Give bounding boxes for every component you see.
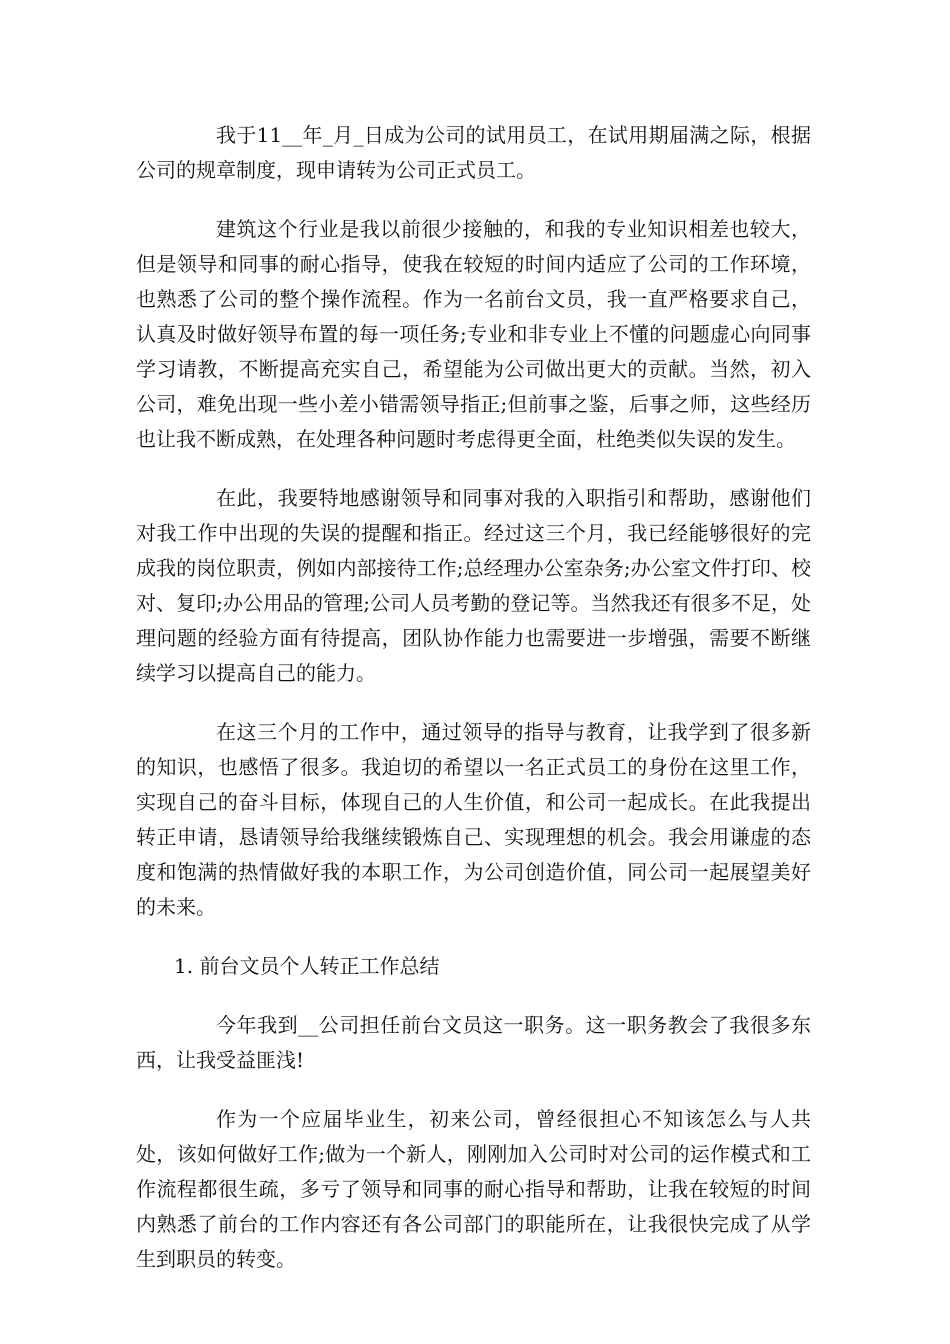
section-heading: 1. 前台文员个人转正工作总结	[174, 954, 440, 978]
paragraph-summary-graduate: 作为一个应届毕业生，初来公司，曾经很担心不知该怎么与人共处，该如何做好工作;做为一个新人，刚刚加入公司时对公司的运作模式和工作流程都很生疏，多亏了领导和同事的耐心指导和帮助，让我在较短的时间内熟悉了前台的工作内容还有各公司部门的职能所在，让我很快完成了从学生到职员的转变。	[136, 1107, 811, 1271]
paragraph-probation-intro: 我于11__年_月_日成为公司的试用员工，在试用期届满之际，根据公司的规章制度，现申请转为公司正式员工。	[136, 123, 811, 182]
paragraph-construction-industry: 建筑这个行业是我以前很少接触的，和我的专业知识相差也较大，但是领导和同事的耐心指导，使我在较短的时间内适应了公司的工作环境，也熟悉了公司的整个操作流程。作为一名前台文员，我一直严格要求自己，认真及时做好领导布置的每一项任务;专业和非专业上不懂的问题虚心向同事学习请教，不断提高充实自己，希望能为公司做出更大的贡献。当然，初入公司，难免出现一些小差小错需领导指正;但前事之鉴，后事之师，这些经历也让我不断成熟，在处理各种问题时考虑得更全面，杜绝类似失误的发生。	[136, 217, 811, 451]
paragraph-thanks: 在此，我要特地感谢领导和同事对我的入职指引和帮助，感谢他们对我工作中出现的失误的提醒和指正。经过这三个月，我已经能够很好的完成我的岗位职责，例如内部接待工作;总经理办公室杂务;办公室文件打印、校对、复印;办公用品的管理;公司人员考勤的登记等。当然我还有很多不足，处理问题的经验方面有待提高，团队协作能力也需要进一步增强，需要不断继续学习以提高自己的能力。	[136, 486, 811, 685]
paragraph-summary-intro: 今年我到__公司担任前台文员这一职务。这一职务教会了我很多东西，让我受益匪浅!	[136, 1013, 811, 1072]
document-page	[136, 118, 811, 1301]
paragraph-application: 在这三个月的工作中，通过领导的指导与教育，让我学到了很多新的知识，也感悟了很多。我迫切的希望以一名正式员工的身份在这里工作，实现自己的奋斗目标，体现自己的人生价值，和公司一起成长。在此我提出转正申请，恳请领导给我继续锻炼自己、实现理想的机会。我会用谦虚的态度和饱满的热情做好我的本职工作，为公司创造价值，同公司一起展望美好的未来。	[136, 720, 811, 919]
